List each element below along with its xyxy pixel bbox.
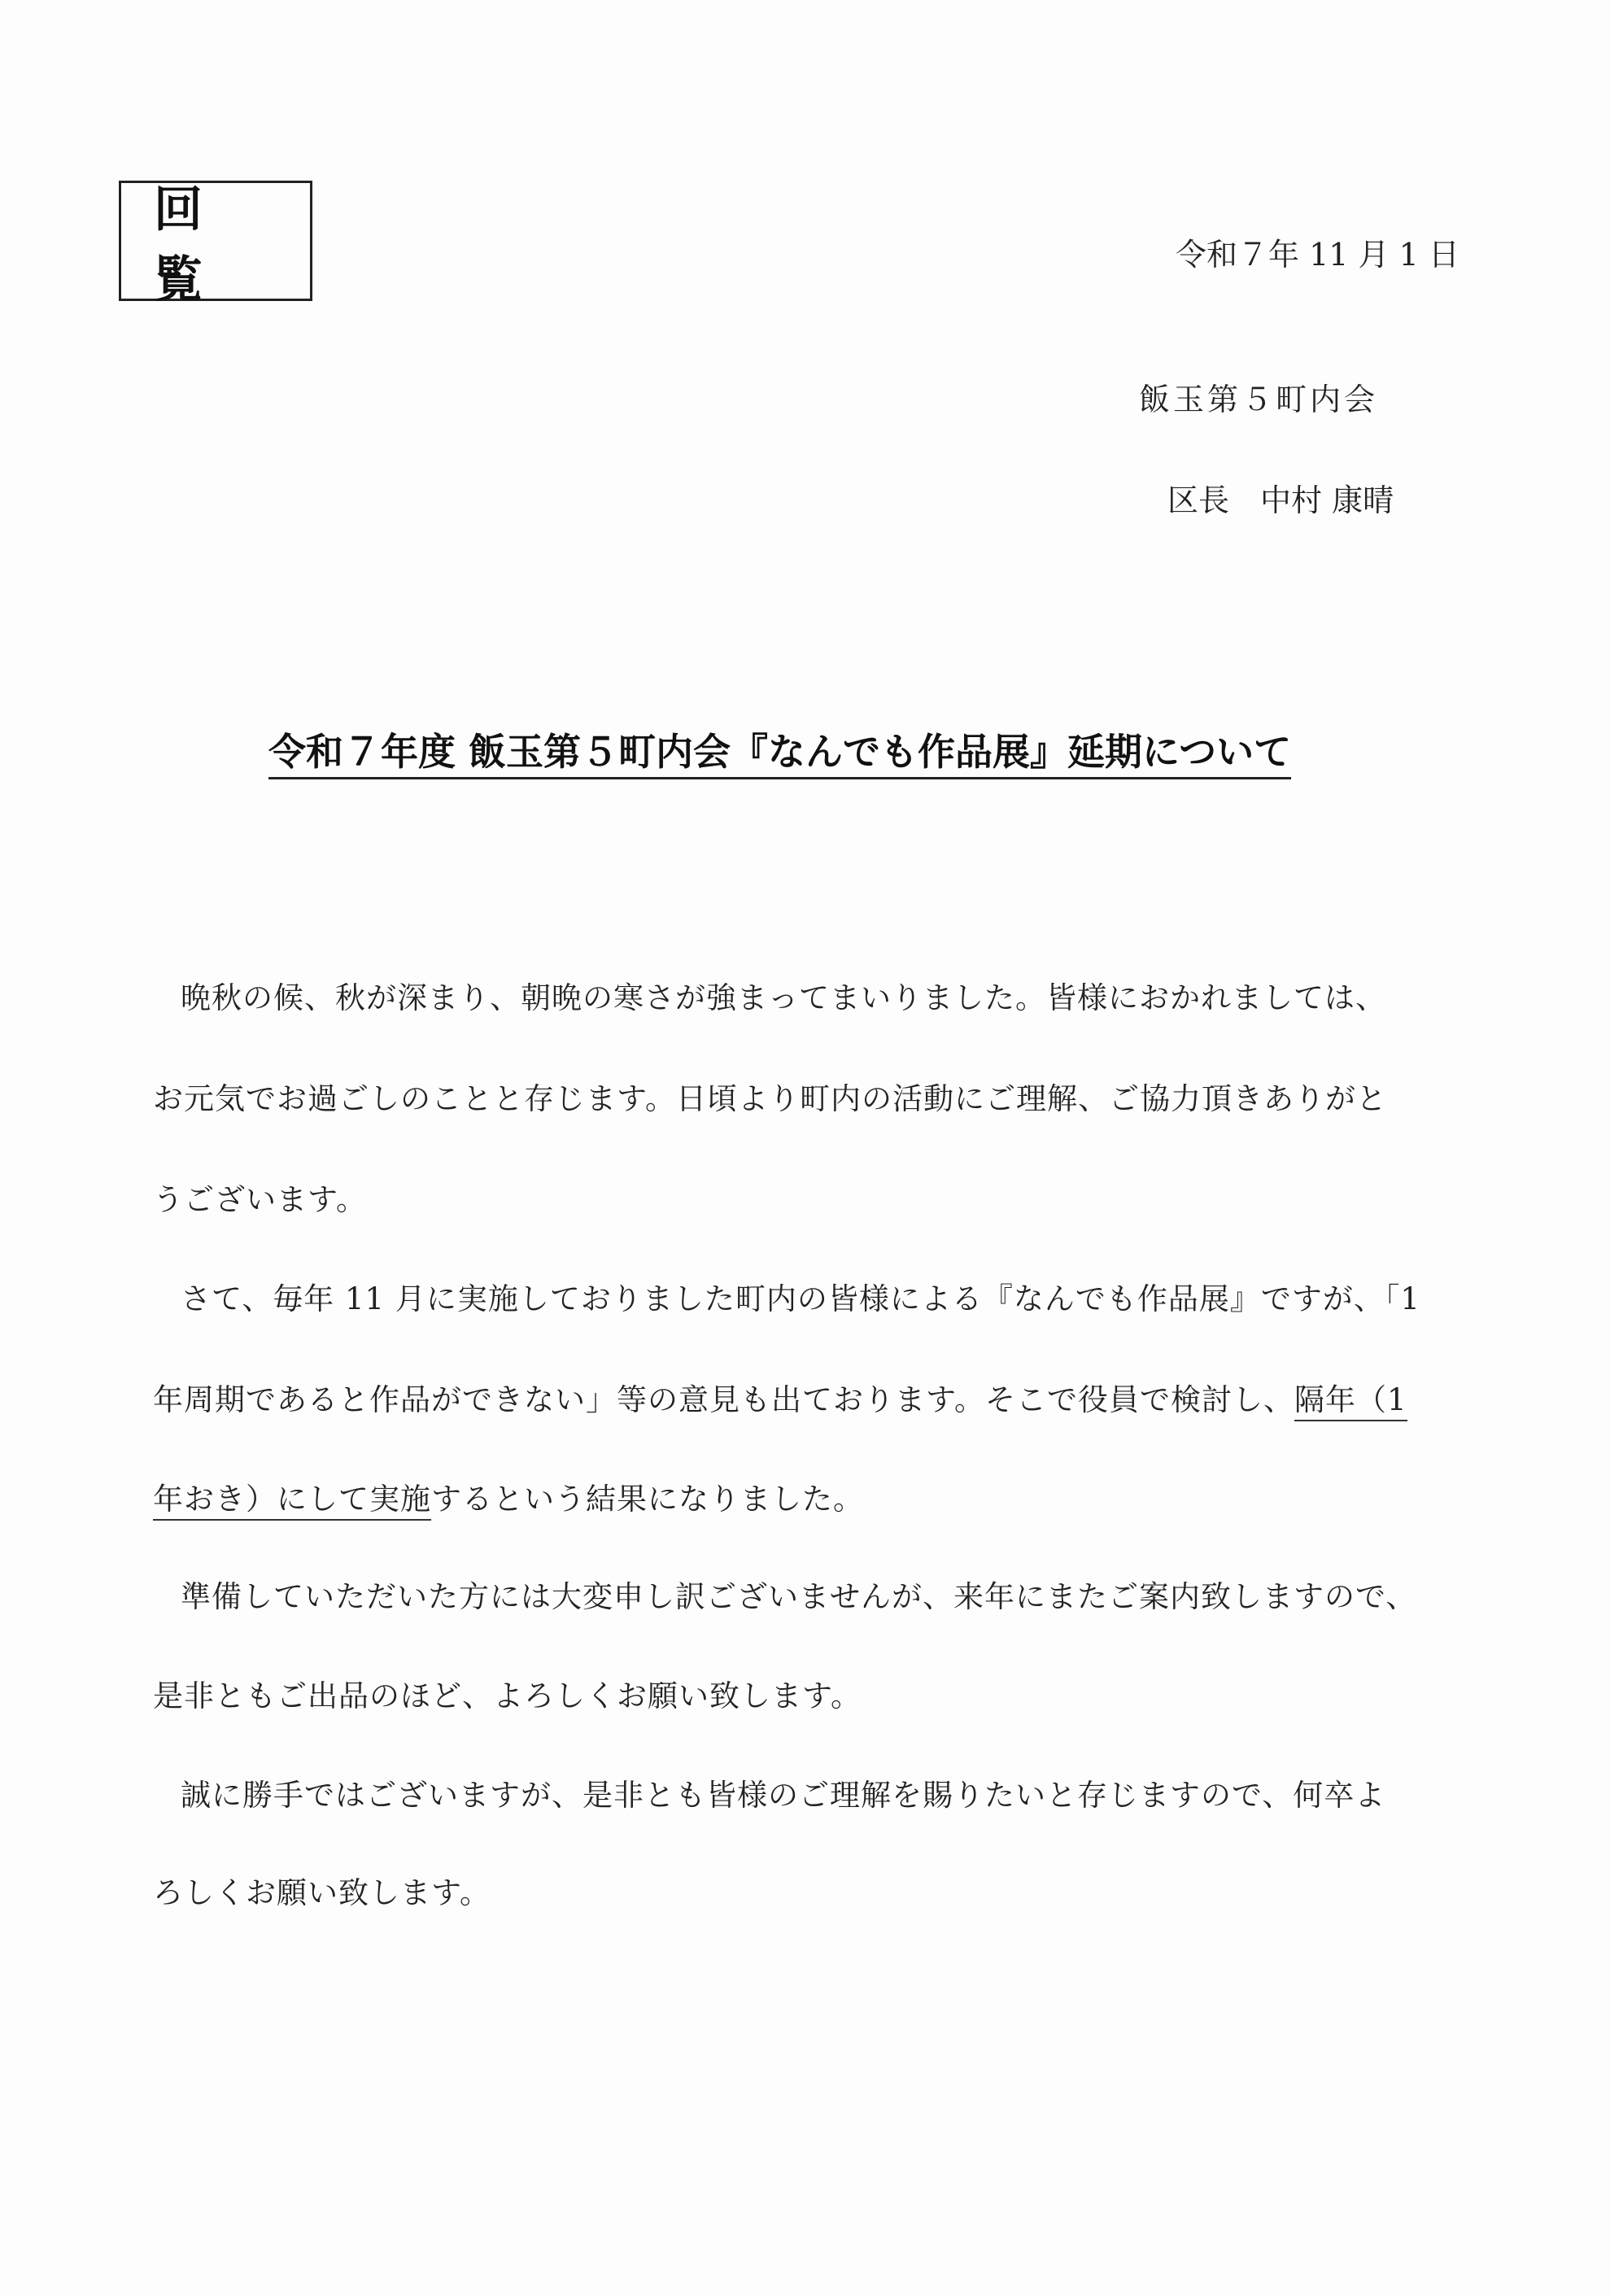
paragraph-1-line-3: うございます。	[153, 1182, 368, 1217]
circular-notice-label: 回 覧	[119, 181, 312, 301]
underlined-every-other-year-text: 年おき）にして実施	[153, 1482, 431, 1521]
paragraph-2-line-2-text: 年周期であると作品ができない」等の意見も出ております。そこで役員で検討し、	[153, 1382, 1295, 1417]
issue-date: 令和７年 11 月 1 日	[1176, 237, 1459, 273]
paragraph-4-line-1: 誠に勝手ではございますが、是非とも皆様のご理解を賜りたいと存じますので、何卒よ	[181, 1778, 1386, 1813]
paragraph-2-line-2	[153, 1375, 1407, 1419]
paragraph-2-line-3-text: するという結果になりました。	[431, 1482, 864, 1517]
paragraph-4-line-2: ろしくお願い致します。	[153, 1875, 491, 1910]
paragraph-1-line-1: 晩秋の候、秋が深まり、朝晩の寒さが強まってまいりました。皆様におかれましては、	[181, 980, 1386, 1015]
organization-name: 飯玉第５町内会	[1139, 382, 1379, 417]
underlined-biennial-text: 隔年（1	[1294, 1382, 1407, 1421]
paragraph-2-line-1: さて、毎年 11 月に実施しておりました町内の皆様による『なんでも作品展』ですが、「1	[181, 1281, 1420, 1316]
paragraph-3-line-2: 是非ともご出品のほど、よろしくお願い致します。	[153, 1678, 862, 1713]
paragraph-2-line-3	[153, 1474, 864, 1518]
document-title	[268, 722, 1407, 776]
paragraph-1-line-2: お元気でお過ごしのことと存じます。日頃より町内の活動にご理解、ご協力頂きありがと	[153, 1081, 1388, 1116]
district-chief: 区長 中村 康晴	[1167, 482, 1394, 518]
paragraph-3-line-1: 準備していただいた方には大変申し訳ございませんが、来年にまたご案内致しますので、	[181, 1579, 1417, 1614]
document-title-text: 令和７年度 飯玉第５町内会『なんでも作品展』延期について	[268, 730, 1291, 779]
